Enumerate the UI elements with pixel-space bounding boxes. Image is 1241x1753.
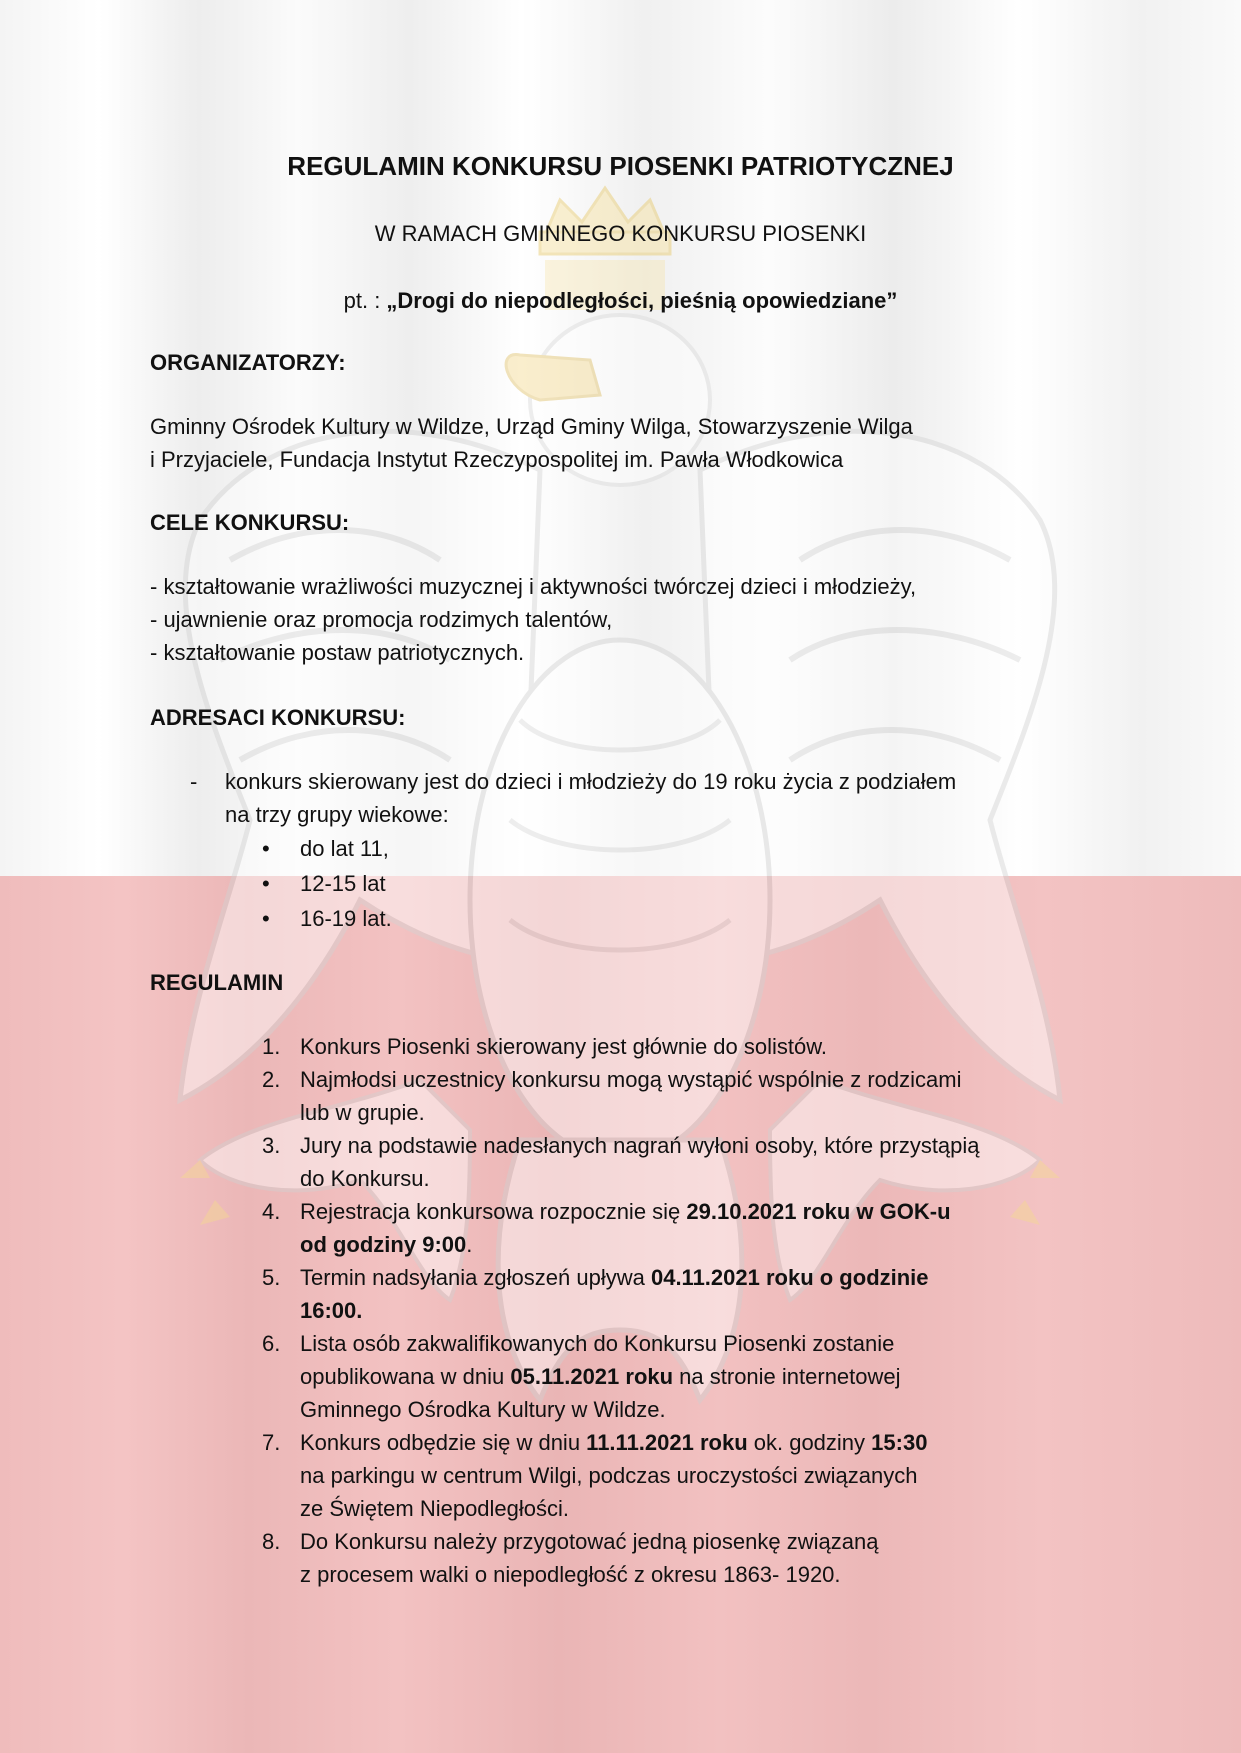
rule-text (300, 1261, 929, 1294)
rule-text (300, 1228, 472, 1261)
age-group: 16-19 lat. (300, 906, 392, 931)
rule-text (300, 1195, 951, 1228)
rule-text: Gminnego Ośrodka Kultury w Wildze. (300, 1397, 666, 1422)
rule-text: na parkingu w centrum Wilgi, podczas uroczystości związanych (300, 1463, 918, 1488)
rule-number: 3. (262, 1133, 281, 1158)
rule-text-part: opublikowana w dniu (300, 1364, 511, 1389)
contest-date: 11.11.2021 roku (586, 1430, 748, 1455)
bullet-icon: • (262, 906, 270, 931)
rule-text (300, 1360, 901, 1393)
goal-item: - kształtowanie wrażliwości muzycznej i aktywności twórczej dzieci i młodzieży, (150, 574, 917, 599)
rule-text: Do Konkursu należy przygotować jedną piosenkę związaną (300, 1529, 879, 1554)
rule-text: ze Świętem Niepodległości. (300, 1496, 570, 1521)
document-subtitle: W RAMACH GMINNEGO KONKURSU PIOSENKI (374, 221, 867, 246)
rule-number: 4. (262, 1199, 281, 1224)
document-title: REGULAMIN KONKURSU PIOSENKI PATRIOTYCZNEJ (287, 151, 954, 181)
rule-text: do Konkursu. (300, 1166, 430, 1191)
rule-text-part: . (466, 1232, 473, 1257)
rule-text-part: ok. godziny (747, 1430, 872, 1455)
bullet-icon: • (262, 871, 270, 896)
bullet-icon: • (262, 836, 270, 861)
goal-item: - kształtowanie postaw patriotycznych. (150, 640, 525, 665)
rule-number: 6. (262, 1331, 281, 1356)
goal-item: - ujawnienie oraz promocja rodzimych talentów, (150, 607, 613, 632)
audience-line: konkurs skierowany jest do dzieci i młodzieży do 19 roku życia z podziałem (225, 769, 957, 794)
rule-text-part: Konkurs odbędzie się w dniu (300, 1430, 587, 1455)
audience-line: na trzy grupy wiekowe: (225, 802, 449, 827)
rule-number: 2. (262, 1067, 281, 1092)
deadline-time: 16:00. (300, 1298, 363, 1323)
audience-heading: ADRESACI KONKURSU: (150, 705, 406, 730)
contest-time: 15:30 (871, 1430, 928, 1455)
rule-text (300, 1426, 927, 1459)
rule-number: 1. (262, 1034, 281, 1059)
age-group: do lat 11, (300, 836, 389, 861)
rule-text: Najmłodsi uczestnicy konkursu mogą wystąpić wspólnie z rodzicami (300, 1067, 962, 1092)
rule-text: lub w grupie. (300, 1100, 425, 1125)
rule-text-part: Termin nadsyłania zgłoszeń upływa (300, 1265, 651, 1290)
rule-text: Lista osób zakwalifikowanych do Konkursu Piosenki zostanie (300, 1331, 895, 1356)
registration-date: 29.10.2021 roku w GOK-u (686, 1199, 951, 1224)
goals-heading: CELE KONKURSU: (150, 510, 350, 535)
publication-date: 05.11.2021 roku (510, 1364, 674, 1389)
deadline-date: 04.11.2021 roku o godzinie (650, 1265, 929, 1290)
organizers-line: i Przyjaciele, Fundacja Instytut Rzeczypospolitej im. Pawła Włodkowica (150, 447, 844, 472)
registration-time: od godziny 9:00 (300, 1232, 467, 1257)
rule-text-part: na stronie internetowej (673, 1364, 901, 1389)
rule-number: 5. (262, 1265, 281, 1290)
contest-motto (0, 284, 1241, 317)
motto-title: „Drogi do niepodległości, pieśnią opowiedziane” (386, 288, 898, 313)
rule-text: Jury na podstawie nadesłanych nagrań wyłoni osoby, które przystąpią (300, 1133, 980, 1158)
motto-prefix: pt. : (343, 288, 387, 313)
rule-text-part: Rejestracja konkursowa rozpocznie się (300, 1199, 687, 1224)
organizers-heading: ORGANIZATORZY: (150, 350, 346, 375)
organizers-line: Gminny Ośrodek Kultury w Wildze, Urząd Gminy Wilga, Stowarzyszenie Wilga (150, 414, 913, 439)
age-group: 12-15 lat (300, 871, 386, 896)
rule-number: 7. (262, 1430, 281, 1455)
audience-dash: - (190, 769, 198, 794)
rules-heading: REGULAMIN (150, 970, 284, 995)
rule-number: 8. (262, 1529, 281, 1554)
rule-text: Konkurs Piosenki skierowany jest głównie do solistów. (300, 1034, 828, 1059)
rule-text: z procesem walki o niepodległość z okresu 1863- 1920. (300, 1562, 841, 1587)
